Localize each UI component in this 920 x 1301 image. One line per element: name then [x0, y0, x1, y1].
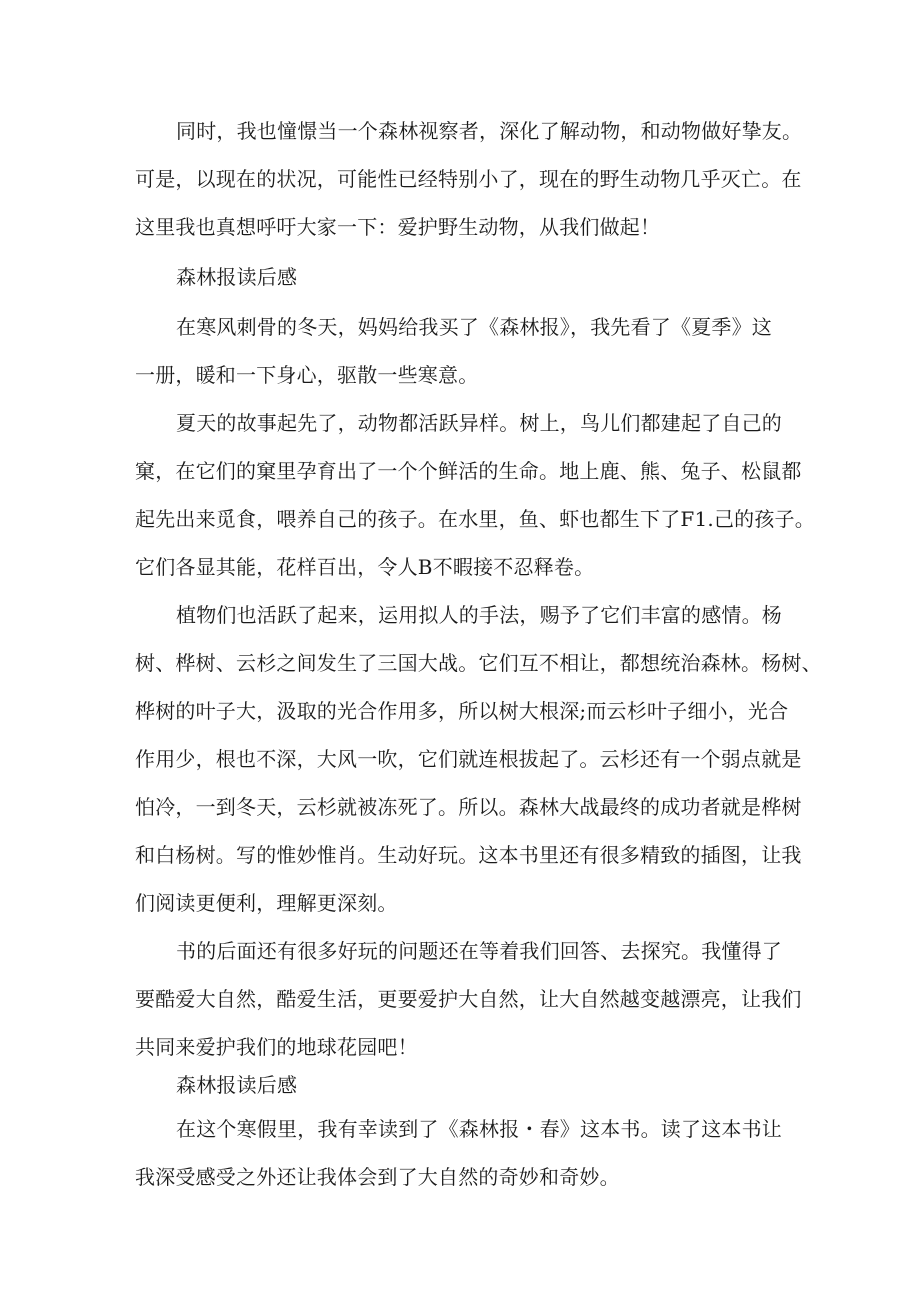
paragraph-line: 和白杨树。写的惟妙惟肖。生动好玩。这本书里还有很多精致的插图，让我	[135, 843, 802, 867]
paragraph-line: 起先出来觅食，喂养自己的孩子。在水里，鱼、虾也都生下了F1.己的孩子。	[135, 507, 815, 531]
section-heading: 森林报读后感	[176, 1073, 298, 1097]
paragraph-line: 作用少，根也不深，大风一吹，它们就连根拔起了。云杉还有一个弱点就是	[135, 747, 802, 771]
paragraph-line: 同时，我也憧憬当一个森林视察者，深化了解动物，和动物做好挚友。	[176, 119, 803, 143]
paragraph-line: 树、桦树、云杉之间发生了三国大战。它们互不相让，都想统治森林。杨树、	[135, 651, 822, 675]
paragraph-line: 可是，以现在的状况，可能性已经特别小了，现在的野生动物几乎灭亡。在	[135, 167, 802, 191]
paragraph-line: 们阅读更便利，理解更深刻。	[135, 891, 398, 915]
section-heading: 森林报读后感	[176, 265, 298, 289]
paragraph-line: 我深受感受之外还让我体会到了大自然的奇妙和奇妙。	[135, 1165, 620, 1189]
paragraph-line: 这里我也真想呼吁大家一下：爱护野生动物，从我们做起！	[135, 215, 661, 239]
paragraph-line: 共同来爱护我们的地球花园吧！	[135, 1035, 418, 1059]
paragraph-line: 植物们也活跃了起来，运用拟人的手法，赐予了它们丰富的感情。杨	[176, 603, 782, 627]
paragraph-line: 书的后面还有很多好玩的问题还在等着我们回答、去探究。我懂得了	[176, 939, 782, 963]
paragraph-line: 怕冷，一到冬天，云杉就被冻死了。所以。森林大战最终的成功者就是桦树	[135, 795, 802, 819]
paragraph-line: 夏天的故事起先了，动物都活跃异样。树上，鸟儿们都建起了自己的	[176, 411, 782, 435]
paragraph-line: 它们各显其能，花样百出，令人B不暇接不忍释卷。	[135, 555, 595, 579]
paragraph-line: 要酷爱大自然，酷爱生活，更要爱护大自然，让大自然越变越漂亮，让我们	[135, 987, 802, 1011]
paragraph-line: 在这个寒假里，我有幸读到了《森林报・春》这本书。读了这本书让	[176, 1117, 782, 1141]
paragraph-line: 在寒风刺骨的冬天，妈妈给我买了《森林报》，我先看了《夏季》这	[176, 315, 772, 339]
paragraph-line: 一册，暖和一下身心，驱散一些寒意。	[135, 363, 479, 387]
paragraph-line: 窠，在它们的窠里孕育出了一个个鲜活的生命。地上鹿、熊、兔子、松鼠都	[135, 459, 802, 483]
paragraph-line: 桦树的叶子大，汲取的光合作用多，所以树大根深;而云杉叶子细小，光合	[135, 699, 789, 723]
